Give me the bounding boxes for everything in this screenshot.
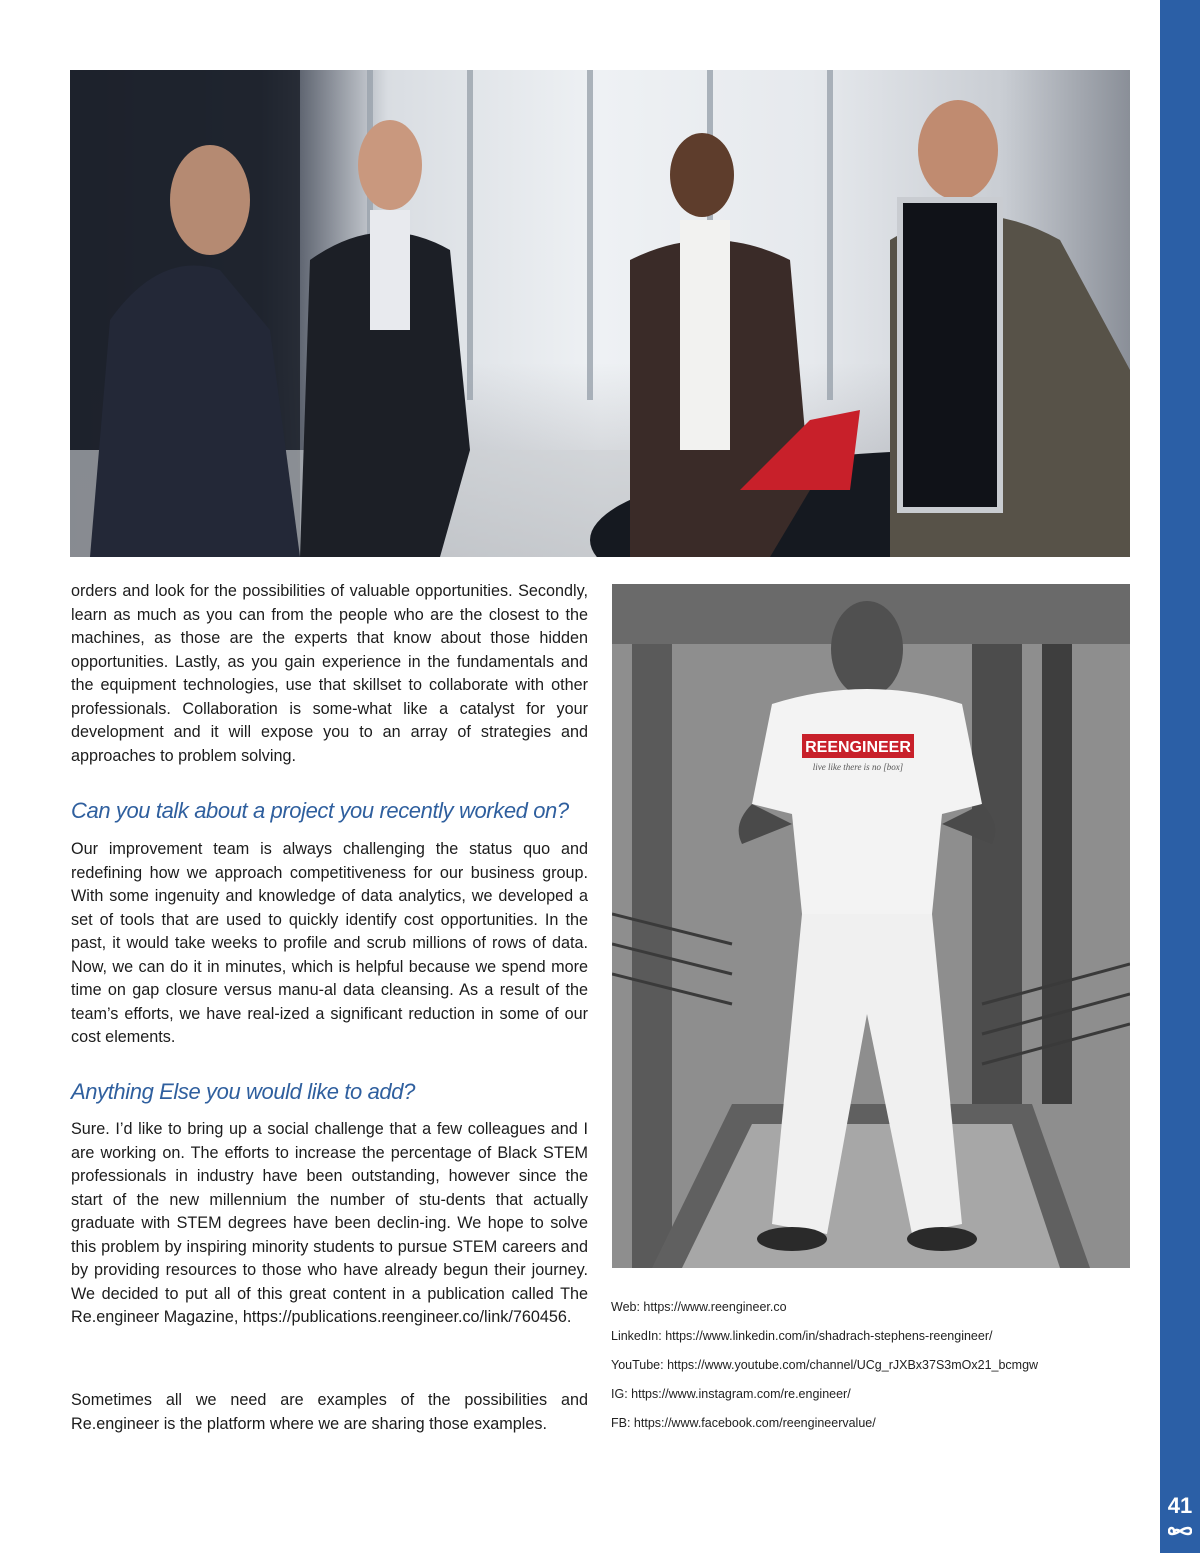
question-heading-anything-else: Anything Else you would like to add? bbox=[71, 1079, 415, 1104]
photo-four-men-conversation bbox=[70, 70, 1130, 557]
answer-1-text: orders and look for the possibilities of valuable opportunities. Secondly, learn as much as you can from the people who are the closest to the machines, as those are the experts that know about those hidden opportunities. Lastly, as you gain experience in the fundamentals and the equipment technologies, use that skillset to collaborate with other professionals. Collaboration is some-what like a catalyst for your development and it will expose you to an array of strategies and approaches to problem solving. bbox=[71, 582, 588, 765]
page-number: 41 bbox=[1167, 1493, 1193, 1518]
photo-top-illustration bbox=[70, 70, 1130, 557]
closing-text: Sometimes all we need are examples of the possibilities and Re.engineer is the platform where we are sharing those examples. bbox=[71, 1391, 588, 1433]
question-heading-project: Can you talk about a project you recently worked on? bbox=[71, 798, 569, 823]
answer-3-text: Sure. I’d like to bring up a social challenge that a few colleagues and I are working on. The efforts to increase the percentage of Black STEM professionals in industry have been outstanding, however since the start of the new millennium the number of stu-dents that actually graduate with STEM degrees have been declin-ing. We hope to solve this problem by inspiring minority students to pursue STEM careers and by providing resources to those who have already begun their journey. We decided to put all of this great content in a publication called The Re.engineer Magazine, https://publications.reengineer.co/link/760456. bbox=[71, 1120, 588, 1326]
photo-man-reengineer-shirt bbox=[612, 584, 1130, 1268]
facebook-link[interactable]: FB: https://www.facebook.com/reengineervalue/ bbox=[611, 1416, 876, 1430]
instagram-link[interactable]: IG: https://www.instagram.com/re.engineer/ bbox=[611, 1387, 851, 1401]
shirt-logo-text: REENGINEER bbox=[805, 739, 911, 756]
youtube-link[interactable]: YouTube: https://www.youtube.com/channel/UCg_rJXBx37S3mOx21_bcmgw bbox=[611, 1358, 1039, 1372]
closing-paragraph bbox=[71, 1389, 588, 1436]
answer-paragraph-1 bbox=[71, 580, 588, 768]
side-color-bar bbox=[1160, 0, 1200, 1553]
photo-right-illustration bbox=[612, 584, 1130, 1268]
linkedin-link[interactable]: LinkedIn: https://www.linkedin.com/in/shadrach-stephens-reengineer/ bbox=[611, 1329, 993, 1343]
infinity-icon bbox=[1168, 1524, 1192, 1538]
answer-paragraph-2 bbox=[71, 838, 588, 1050]
answer-paragraph-3 bbox=[71, 1118, 588, 1330]
shirt-tagline-text: live like there is no [box] bbox=[812, 762, 904, 772]
web-link[interactable]: Web: https://www.reengineer.co bbox=[611, 1300, 787, 1314]
answer-2-text: Our improvement team is always challenging the status quo and redefining how we approach competitiveness for our business group. With some ingenuity and knowledge of data analytics, we developed a set of tools that are used to quickly identify cost opportunities. In the past, it would take weeks to profile and scrub millions of rows of data. Now, we can do it in minutes, which is helpful because we spend more time on gap closure versus manu-al data cleansing. As a result of the team’s efforts, we have real-ized a significant reduction in some of our cost elements. bbox=[71, 840, 588, 1046]
contact-links bbox=[611, 1294, 1151, 1439]
